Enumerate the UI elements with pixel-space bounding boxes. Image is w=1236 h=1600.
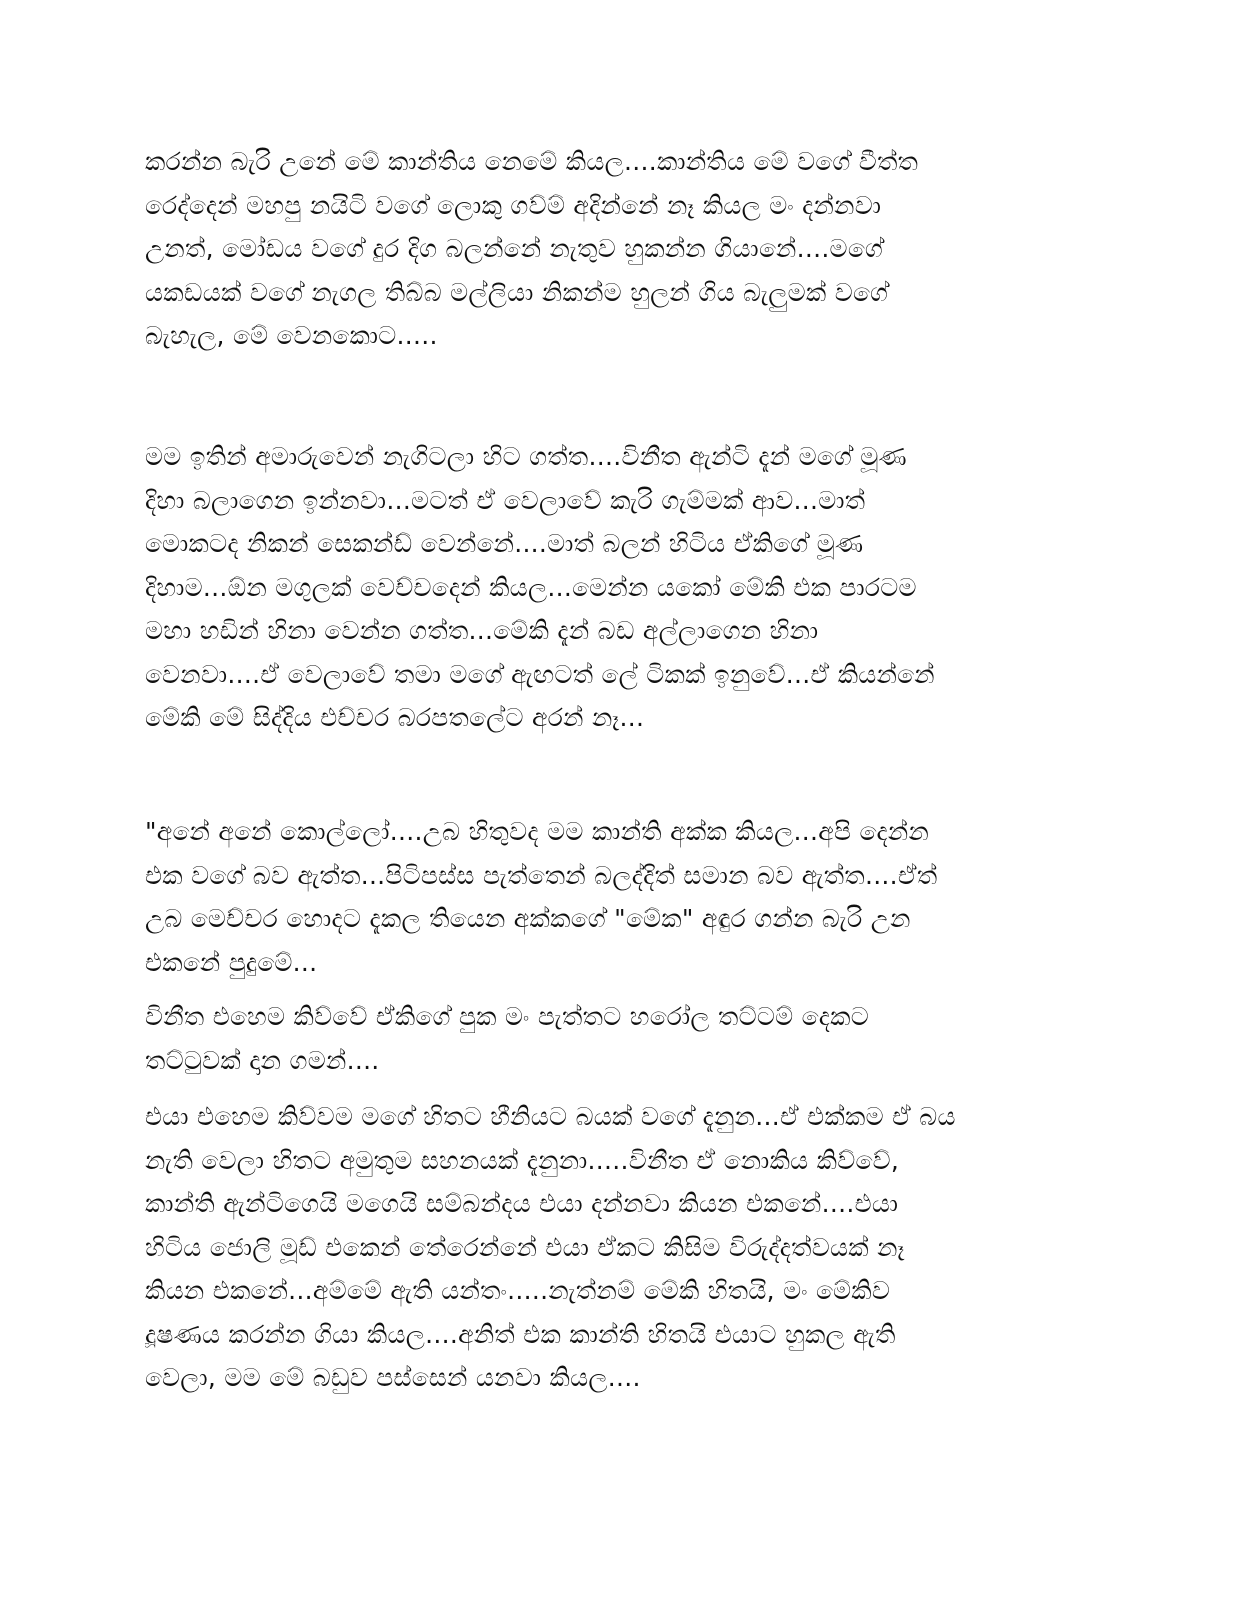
paragraph-1 (145, 140, 1085, 358)
text-line: මහා හඩින් හිනා වෙන්න ගත්ත...මේකි දැන් බඩ අල්ලාගෙන හිනා (145, 616, 819, 645)
text-line: විනීත එහෙම කිව්වේ ඒකිගේ පුක මං පැත්තට හරෝල තට්ටම් දෙකට (145, 1002, 869, 1031)
paragraph-2 (145, 435, 1085, 740)
text-line: උනත්, මෝඩය වගේ දුර දිග බලන්නේ නැතුව හුකන්න ගියානේ....මගේ (145, 234, 884, 263)
text-line: එක වගේ බව ඇත්ත...පිටිපස්ස පැත්තෙන් බලද්දිත් සමාන බව ඇත්ත....ඒත් (145, 860, 938, 890)
text-line: දූෂණය කරන්න ගියා කියල....අනිත් එක කාන්ති හිතයි එයාට හුකල ඇති (145, 1319, 896, 1349)
text-line: එයා එහෙම කිව්වම මගේ හිතට හීනියට බයක් වගේ දැනුන...ඒ එක්කම ඒ බය (145, 1102, 956, 1131)
text-line: මේකි මේ සිද්දිය එච්චර බරපතලේට අරන් නෑ... (145, 703, 645, 732)
paragraph-3 (145, 810, 1085, 984)
text-line: තට්ටුවක් දාන ගමන්.... (145, 1045, 380, 1075)
text-line: රෙද්දෙන් මහපු නයිටි වගේ ලොකු ගව්ම් අදින්නේ නෑ කියල මං දන්නවා (145, 190, 882, 220)
text-line: "අනේ අනේ කොල්ලෝ....උබ හිතුවද මම කාන්ති අක්ක කියල...අපි දෙන්න (145, 817, 930, 846)
text-line: දිහාම...ඕන මගුලක් වෙච්චදෙන් කියල...මෙන්න යකෝ මේකි එක පාරටම (145, 572, 917, 602)
text-line: කියන එකනේ...අම්මේ ඇති යන්තං.....නැත්නම් මේකි හිතයි, මං මේකිව (145, 1276, 891, 1305)
text-line: වෙනවා....ඒ වෙලාවේ තමා මගේ ඇඟටත් ලේ ටිකක් ඉනුවේ...ඒ කියන්නේ (145, 659, 935, 689)
text-line: දිහා බලාගෙන ඉන්නවා...මටත් ඒ වෙලාවේ කැරි ගැම්මක් ආව...මාත් (145, 485, 866, 515)
text-line: එකනේ පුදුමේ... (145, 947, 318, 977)
paragraph-5 (145, 1095, 1085, 1400)
text-line: මම ඉතින් අමාරුවෙන් නැගිටලා හිට ගත්ත....විනීත ඇන්ටි දැන් මගේ මූණ (145, 442, 907, 471)
text-line: හිටිය ජොලි මූඩ් එකෙන් තේරෙන්නේ එයා ඒකට කිසිම විරුද්දත්වයක් නෑ (145, 1232, 905, 1262)
text-line: මොකටද නිකන් සෙකන්ඩ් වෙන්නේ....මාත් බලන් හිටිය ඒකිගේ මූණ (145, 529, 864, 558)
text-line: කරන්න බැරි උනේ මේ කාන්තිය නෙමේ කියල....කාන්තිය මේ වගේ වීත්ත (145, 147, 919, 176)
text-line: වෙලා, මම මේ බඩුව පස්සෙන් යනවා කියල.... (145, 1363, 641, 1392)
text-line: යකඩයක් වගේ නැගල තිබ්බ මල්ලියා නිකන්ම හුලන් ගිය බැලුමක් වගේ (145, 277, 889, 307)
text-line: නැති වෙලා හිතට අමුතුම සහනයක් දැනුනා.....විනීත ඒ නොකිය කිව්වේ, (145, 1145, 900, 1175)
text-line: බැහැල, මේ වෙනකොට..... (145, 321, 438, 350)
text-line: කාන්ති ඇන්ටිගෙයි මගෙයි සම්බන්දය එයා දන්නවා කියන එකනේ....එයා (145, 1189, 899, 1218)
text-line: උබ මෙච්චර හොදට දැකල තියෙන අක්කගේ "මේක" අඳුර ගන්න බැරි උන (145, 904, 911, 933)
paragraph-4 (145, 995, 1085, 1082)
